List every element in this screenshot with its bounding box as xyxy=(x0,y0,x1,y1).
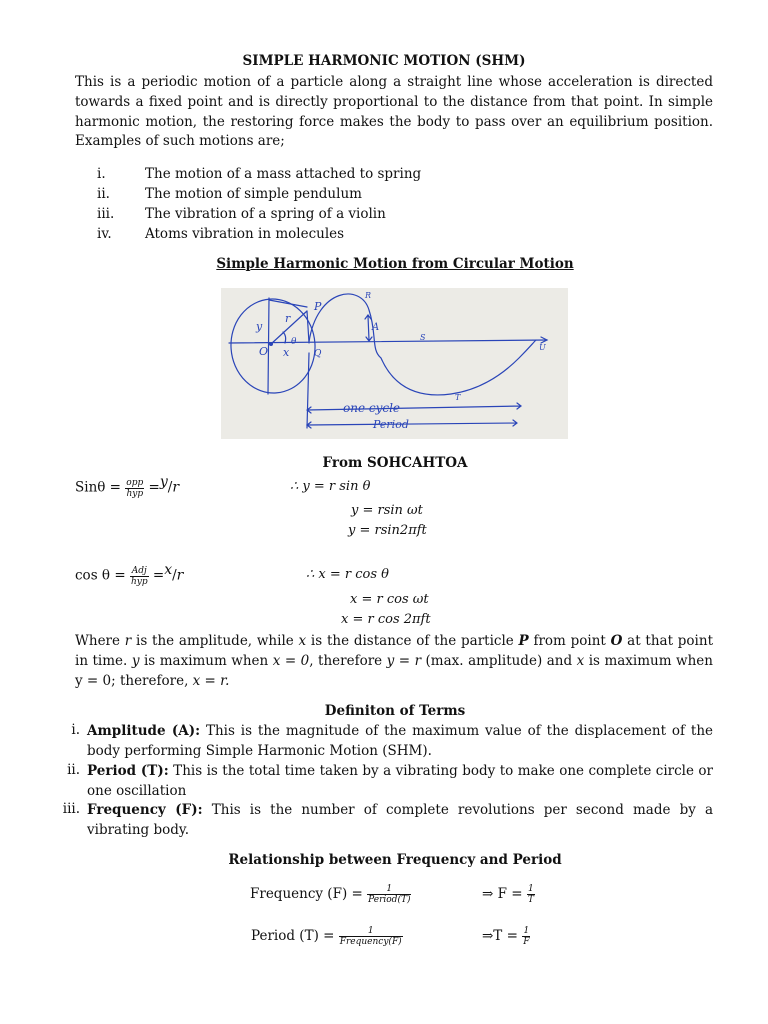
explanation-text: is the distance of the particle xyxy=(306,633,519,649)
explanation-text: at that point in time. xyxy=(75,633,713,669)
frequency-fraction-den: Period(T) xyxy=(368,895,411,905)
figure-label-q: Q xyxy=(314,349,322,359)
example-text: The vibration of a spring of a violin xyxy=(145,206,386,222)
period-result-num: 1 xyxy=(523,926,530,936)
explanation-text: from point xyxy=(528,633,611,649)
figure-label-u: U xyxy=(539,343,546,352)
sine-fraction-den: hyp xyxy=(126,488,144,499)
definition-term: Frequency (F): xyxy=(87,802,203,818)
period-formula xyxy=(251,926,403,947)
period-arrow xyxy=(307,420,517,428)
vertical-axis xyxy=(268,298,269,394)
explanation-text: , therefore xyxy=(309,653,387,669)
centre-point xyxy=(269,342,273,346)
definition-number: i. xyxy=(71,722,80,738)
period-arrow: ⇒T = xyxy=(482,928,518,944)
cosine-ratio: cos θ = $\frac{\text{Adj}}{\text{hyp}}$ =$^x$/r xyxy=(75,562,184,587)
sine-curve xyxy=(309,294,536,395)
frequency-result xyxy=(482,884,535,905)
explanation-var-o: O xyxy=(610,633,623,649)
frequency-formula xyxy=(250,884,411,905)
explanation-var-r: r xyxy=(124,633,132,649)
example-number: iii. xyxy=(97,206,115,222)
explanation-var-p: P xyxy=(518,633,529,649)
example-number: i. xyxy=(97,166,106,182)
cosine-fraction-num: Adj xyxy=(131,565,147,576)
definition-term: Period (T): xyxy=(87,763,169,779)
shm-diagram xyxy=(221,288,568,439)
definition-item xyxy=(87,762,713,801)
sine-ratio: Sinθ = $\frac{\text{opp}}{\text{hyp}}$ =$^y$/r xyxy=(75,474,180,499)
amplitude-arrow xyxy=(365,315,372,341)
example-text: Atoms vibration in molecules xyxy=(145,226,345,242)
one-cycle-arrow xyxy=(307,403,521,413)
sine-line-2: y = rsin ωt xyxy=(351,503,423,518)
intro-paragraph: This is a periodic motion of a particle along a straight line whose acceleration is directed towards a fixed point and is directly proportional to the distance from that point. In simple harmonic motion, the restoring force makes the body to pass over an equilibrium position. Examples of such motions are; xyxy=(75,74,713,150)
figure-label-p: P xyxy=(314,300,322,313)
definition-number: ii. xyxy=(67,762,80,778)
explanation-math: x = r. xyxy=(192,673,230,689)
definition-number: iii. xyxy=(62,801,80,817)
definition-text: This is the number of complete revolutions per second made by a vibrating body. xyxy=(87,802,713,838)
figure-label-y: y xyxy=(256,320,263,333)
sine-rhs-bottom: r xyxy=(172,479,180,496)
period-fraction-den: Frequency(F) xyxy=(339,937,402,947)
frequency-arrow: ⇒ F = xyxy=(482,886,523,902)
reference-circle xyxy=(228,296,318,396)
cosine-fraction-den: hyp xyxy=(130,576,148,587)
example-number: iv. xyxy=(97,226,112,242)
explanation-math: x xyxy=(576,653,585,669)
explanation-var-y: y xyxy=(131,653,140,669)
sine-therefore: ∴ y = r sin θ xyxy=(290,479,371,494)
definition-text: This is the magnitude of the maximum value of the displacement of the body performing Simple Harmonic Motion (SHM). xyxy=(87,723,714,759)
period-result-fraction xyxy=(522,926,530,947)
figure-label-x: x xyxy=(283,346,290,359)
figure-label-a: A xyxy=(372,322,380,333)
horizontal-axis xyxy=(229,340,547,343)
definitions-heading: Definiton of Terms xyxy=(324,703,466,719)
cosine-therefore: ∴ x = r cos θ xyxy=(306,567,389,582)
sine-fraction-num: opp xyxy=(126,477,144,488)
cosine-fraction xyxy=(130,566,149,587)
guide-line xyxy=(307,353,309,428)
page-title: SIMPLE HARMONIC MOTION (SHM) xyxy=(242,53,526,69)
frequency-result-num: 1 xyxy=(528,884,534,894)
frequency-result-den: T xyxy=(527,895,534,905)
cosine-line-3: x = r cos 2πft xyxy=(341,612,431,627)
cosine-line-2: x = r cos ωt xyxy=(350,592,429,607)
sine-rhs-top: y xyxy=(159,474,168,490)
sine-fraction xyxy=(125,478,144,499)
explanation-text: Where xyxy=(75,633,125,649)
explanation-math: x = 0 xyxy=(272,653,310,669)
cosine-equals: = xyxy=(152,567,165,584)
definition-item xyxy=(87,722,713,761)
period-result xyxy=(482,926,530,947)
definition-term: Amplitude (A): xyxy=(87,723,201,739)
relationship-heading: Relationship between Frequency and Period xyxy=(228,852,562,868)
example-text: The motion of a mass attached to spring xyxy=(145,166,422,182)
figure-label-one-cycle: one cycle xyxy=(343,401,401,415)
definition-text: This is the total time taken by a vibrating body to make one complete circle or one oscillation xyxy=(87,763,713,799)
figure-label-theta: θ xyxy=(291,337,297,347)
cosine-lhs: cos θ = xyxy=(75,567,126,584)
angle-arc xyxy=(283,332,286,343)
figure-label-r-peak: R xyxy=(365,291,372,300)
figure-label-r: r xyxy=(285,312,291,325)
period-result-den: F xyxy=(523,937,530,947)
explanation-text: is the amplitude, while xyxy=(131,633,299,649)
explanation-var-x: x xyxy=(298,633,307,649)
explanation-text: (max. amplitude) and xyxy=(421,653,577,669)
explanation-math: y = r xyxy=(386,653,422,669)
figure-label-o: O xyxy=(259,345,269,358)
explanation-text: is maximum when xyxy=(139,653,273,669)
figure-label-period: Period xyxy=(373,418,409,431)
circular-motion-heading: Simple Harmonic Motion from Circular Motion xyxy=(216,256,574,272)
sine-line-3: y = rsin2πft xyxy=(348,523,427,538)
frequency-result-fraction xyxy=(527,884,535,905)
explanation-paragraph xyxy=(75,631,713,691)
sohcahtoa-heading: From SOHCAHTOA xyxy=(322,455,468,471)
frequency-lhs: Frequency (F) = xyxy=(250,886,363,902)
cosine-rhs-top: x xyxy=(164,562,173,578)
definition-item xyxy=(87,801,713,840)
sine-equals: = xyxy=(148,479,160,496)
explanation-text: is maximum when y = 0; therefore, xyxy=(75,653,713,689)
cosine-rhs-bottom: r xyxy=(176,567,184,584)
example-number: ii. xyxy=(97,186,110,202)
top-link-line xyxy=(269,300,307,307)
example-text: The motion of simple pendulum xyxy=(145,186,362,202)
sine-lhs: Sinθ = xyxy=(75,479,121,496)
frequency-fraction-num: 1 xyxy=(367,884,411,895)
period-fraction xyxy=(339,926,403,947)
figure-label-s: S xyxy=(420,333,426,342)
period-lhs: Period (T) = xyxy=(251,928,335,944)
figure-label-t: T xyxy=(455,393,461,402)
period-fraction-num: 1 xyxy=(339,926,403,937)
shm-circle-figure xyxy=(221,288,568,439)
frequency-fraction xyxy=(367,884,411,905)
projection-line xyxy=(307,311,309,343)
